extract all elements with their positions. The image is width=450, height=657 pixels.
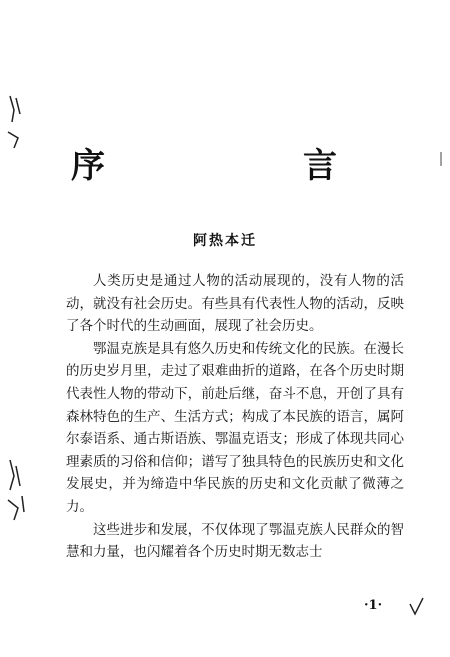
paragraph: 这些进步和发展，不仅体现了鄂温克族人民群众的智慧和力量，也闪耀着各个历史时期无数志士	[66, 521, 404, 561]
author-name: 阿热本迁	[193, 233, 257, 249]
check-mark-icon	[408, 596, 426, 618]
paragraph: 鄂温克族是具有悠久历史和传统文化的民族。在漫长的历史岁月里，走过了艰难曲折的道路，在各个历史时期代表性人物的带动下，前赴后继，奋斗不息，开创了具有森林特色的生产、生活方式；构成了本民族的语言，属阿尔泰语系、通古斯语族、鄂温克语支；形成了体现共同心理素质的习俗和信仰；谱写了独具特色的民族历史和文化发展史，并为缔造中华民族的历史和文化贡献了微薄之力。	[66, 340, 404, 515]
page-title: 序 言	[71, 146, 419, 186]
body-text	[66, 270, 404, 564]
paragraph: 人类历史是通过人物的活动展现的，没有人物的活动，就没有社会历史。有些具有代表性人物的活动，反映了各个时代的生动画面，展现了社会历史。	[66, 273, 404, 335]
scan-mark-mid-left	[4, 456, 28, 526]
page-number: ·1·	[364, 598, 383, 613]
